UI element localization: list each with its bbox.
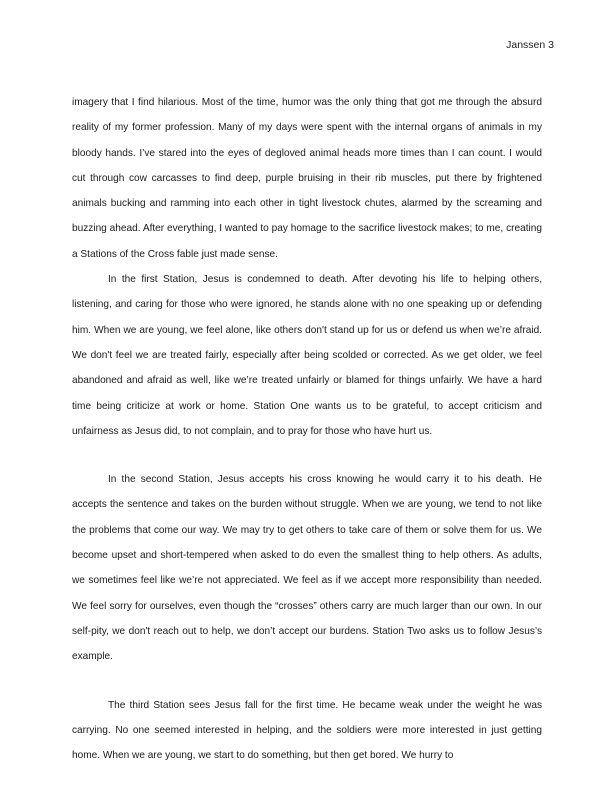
paragraph-station-three: The third Station sees Jesus fall for the first time. He became weak under the weight he was carrying. No one seemed interested in helping, and the soldiers were more interested in just getting home. When we are young, we start to do something, but then get bored. We hurry to	[72, 699, 542, 762]
paragraph-station-one: In the first Station, Jesus is condemned to death. After devoting his life to helping others, listening, and caring for those who were ignored, he stands alone with no one speaking up or defending him. When we are young, we feel alone, like others don't stand up for us or defend us when we’re afraid. We don't feel we are treated fairly, especially after being scolded or corrected. As we get older, we feel abandoned and afraid as well, like we’re treated unfairly or blamed for things unfairly. We have a hard time being criticize at work or home. Station One wants us to be grateful, to accept criticism and unfairness as Jesus did, to not complain, and to pray for those who have hurt us.	[72, 274, 542, 437]
running-head-page-number: Janssen 3	[506, 39, 554, 51]
body-text	[72, 90, 542, 768]
paragraph-continued: imagery that I find hilarious. Most of the time, humor was the only thing that got me through the absurd reality of my former profession. Many of my days were spent with the internal organs of animals in my bloody hands. I’ve stared into the eyes of degloved animal heads more times than I can count. I would cut through cow carcasses to find deep, purple bruising in their rib muscles, put there by frightened animals bucking and ramming into each other in tight livestock chutes, alarmed by the screaming and buzzing ahead. After everything, I wanted to pay homage to the sacrifice livestock makes; to me, creating a Stations of the Cross fable just made sense.	[72, 97, 542, 260]
page-header	[506, 38, 554, 52]
paragraph-station-two: In the second Station, Jesus accepts his cross knowing he would carry it to his death. He accepts the sentence and takes on the burden without struggle. When we are young, we tend to not like the problems that come our way. We may try to get others to take care of them or solve them for us. We become upset and short-tempered when asked to do even the smallest thing to help others. As adults, we sometimes feel like we’re not appreciated. We feel as if we accept more responsibility than needed. We feel sorry for ourselves, even though the “crosses” others carry are much larger than our own. In our self-pity, we don't reach out to help, we don’t accept our burdens. Station Two asks us to follow Jesus’s example.	[72, 474, 542, 663]
